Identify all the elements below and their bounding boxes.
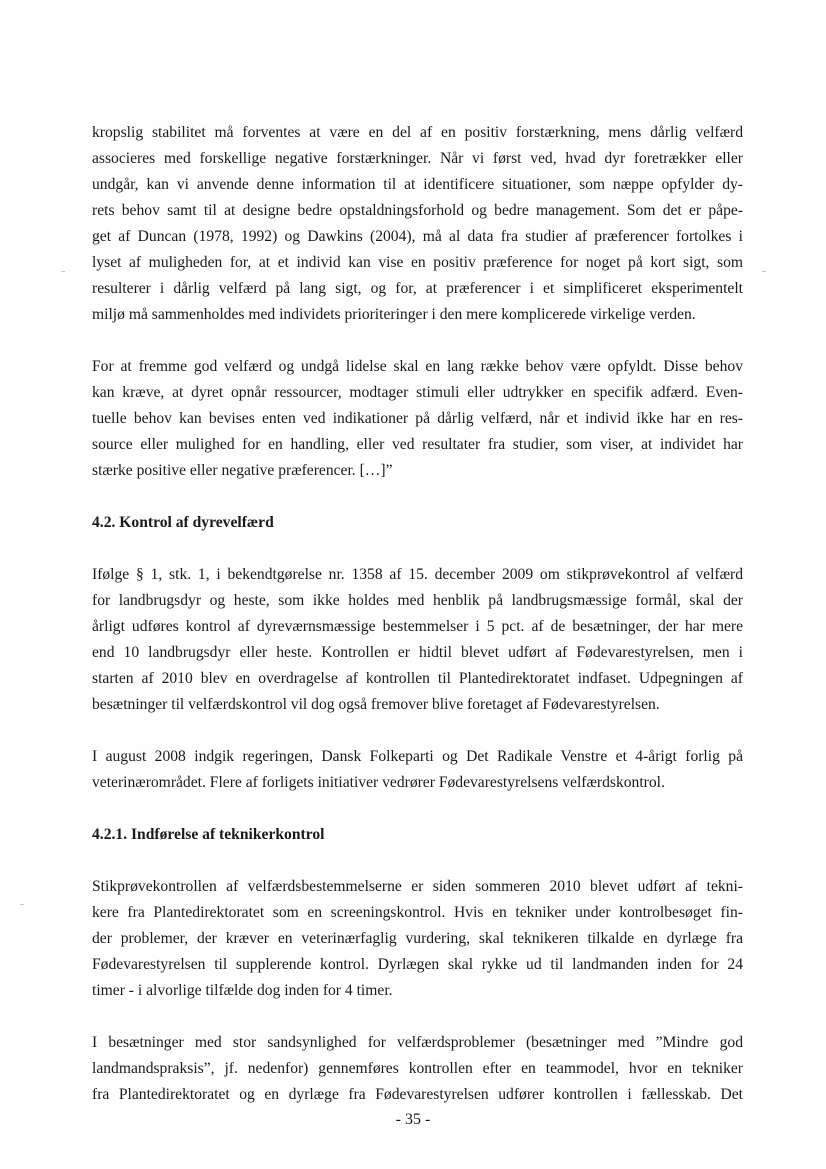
paragraph-spacer [92, 718, 743, 744]
text-line: For at fremme god velfærd og undgå lidelse skal en lang række behov være opfyldt. Disse behov [92, 358, 743, 375]
text-line: kere fra Plantedirektoratet som en screeningskontrol. Hvis en tekniker under kontrolbesøget fin- [92, 904, 743, 921]
text-line: source eller mulighed for en handling, eller ved resultater fra studier, som viser, at individet har [92, 436, 743, 453]
scan-artifact [61, 271, 65, 272]
text-line: for landbrugsdyr og heste, som ikke holdes med henblik på landbrugsmæssige formål, skal der [92, 592, 743, 609]
text-line: fra Plantedirektoratet og en dyrlæge fra Fødevarestyrelsen udfører kontrollen i fællesskab. Det [92, 1086, 743, 1103]
text-line: besætninger til velfærdskontrol vil dog også fremover blive foretaget af Fødevarestyrelsen. [92, 696, 660, 713]
paragraph-control-regulation [92, 562, 743, 718]
text-line: I besætninger med stor sandsynlighed for velfærdsproblemer (besætninger med ”Mindre god [92, 1034, 743, 1051]
text-line: miljø må sammenholdes med individets prioriteringer i den mere komplicerede virkelige verden. [92, 306, 696, 323]
text-line: resulterer i dårlig velfærd på lang sigt, og for, at præferencer i et simplificeret eksperimentelt [92, 280, 743, 297]
text-line: undgår, kan vi anvende denne information til at identificere situationer, som næppe opfylder dy- [92, 176, 743, 193]
paragraph-preference-welfare [92, 120, 743, 328]
text-line: end 10 landbrugsdyr eller heste. Kontrollen er hidtil blevet udført af Fødevarestyrelsen, men i [92, 644, 743, 661]
paragraph-spacer [92, 848, 743, 874]
paragraph-spacer [92, 796, 743, 822]
text-line: get af Duncan (1978, 1992) og Dawkins (2004), må al data fra studier af præferencer fortolkes i [92, 228, 743, 245]
text-line: I august 2008 indgik regeringen, Dansk Folkeparti og Det Radikale Venstre et 4-årigt forlig på [92, 748, 743, 765]
paragraph-veterinary-agreement [92, 744, 743, 796]
text-line: lyset af muligheden for, at et individ kan vise en positiv præference for noget på kort sigt, som [92, 254, 743, 271]
page-body [92, 120, 743, 1108]
page-number: - 35 - [395, 1111, 431, 1128]
text-line: Ifølge § 1, stk. 1, i bekendtgørelse nr. 1358 af 15. december 2009 om stikprøvekontrol af velfærd [92, 566, 743, 583]
text-line: tuelle behov kan bevises enten ved indikationer på dårlig velfærd, når et individ ikke har en res- [92, 410, 743, 427]
text-line: starten af 2010 blev en overdragelse af kontrollen til Plantedirektoratet indfaset. Udpegningen af [92, 670, 743, 687]
text-line: Stikprøvekontrollen af velfærdsbestemmelserne er siden sommeren 2010 blevet udført af tekni- [92, 878, 743, 895]
text-line: timer - i alvorlige tilfælde dog inden for 4 timer. [92, 982, 393, 999]
text-line: der problemer, der kræver en veterinærfaglig vurdering, skal teknikeren tilkalde en dyrlæge fra [92, 930, 743, 947]
text-line: stærke positive eller negative præferencer. […]” [92, 462, 393, 479]
scan-artifact [762, 271, 766, 272]
paragraph-spacer [92, 328, 743, 354]
paragraph-needs [92, 354, 743, 484]
text-line: rets behov samt til at designe bedre opstaldningsforhold og bedre management. Som det er påpe- [92, 202, 743, 219]
section-heading-4-2: 4.2. Kontrol af dyrevelfærd [92, 514, 274, 531]
text-line: kropslig stabilitet må forventes at være en del af en positiv forstærkning, mens dårlig velfærd [92, 124, 743, 141]
text-line: årligt udføres kontrol af dyreværnsmæssige bestemmelser i 5 pct. af de besætninger, der har mere [92, 618, 743, 635]
paragraph-spacer [92, 1004, 743, 1030]
text-line: veterinærområdet. Flere af forligets initiativer vedrører Fødevarestyrelsens velfærdskontrol. [92, 774, 665, 791]
text-line: associeres med forskellige negative forstærkninger. Når vi først ved, hvad dyr foretrækker eller [92, 150, 743, 167]
paragraph-spacer [92, 484, 743, 510]
section-heading-4-2-1: 4.2.1. Indførelse af teknikerkontrol [92, 826, 325, 843]
paragraph-technician-control [92, 874, 743, 1004]
text-line: kan kræve, at dyret opnår ressourcer, modtager stimuli eller udtrykker en specifik adfærd. Even- [92, 384, 743, 401]
paragraph-spacer [92, 536, 743, 562]
scan-artifact [20, 904, 24, 905]
text-line: Fødevarestyrelsen til supplerende kontrol. Dyrlægen skal rykke ud til landmanden inden for 24 [92, 956, 743, 973]
paragraph-team-model [92, 1030, 743, 1108]
text-line: landmandspraksis”, jf. nedenfor) gennemføres kontrollen efter en teammodel, hvor en tekniker [92, 1060, 743, 1077]
